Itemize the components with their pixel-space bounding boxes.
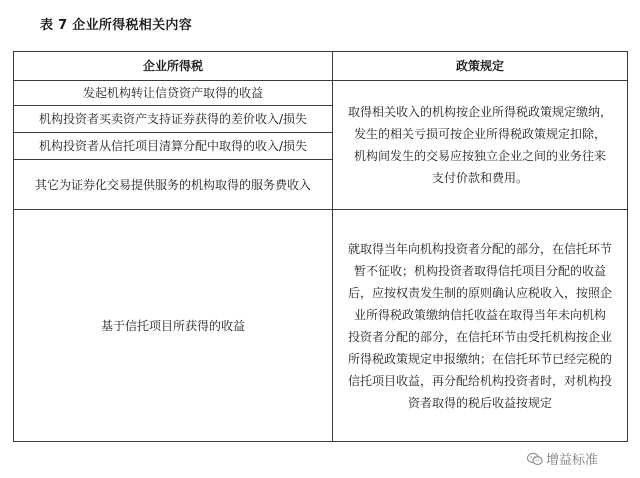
policy-line: 取得相关收入的机构按企业所得税政策规定缴纳，: [347, 105, 612, 119]
policy-cell-trust: [333, 210, 628, 442]
policy-line: 支付价款和费用。: [431, 171, 528, 185]
tax-item-cell: 基于信托项目所获得的收益: [14, 210, 333, 442]
tax-item-cell: 机构投资者买卖资产支持证券获得的差价收入/损失: [14, 106, 333, 133]
tax-item-cell: 机构投资者从信托项目清算分配中取得的收入/损失: [14, 133, 333, 160]
header-policy: 政策规定: [333, 52, 628, 81]
policy-cell-general: [333, 81, 628, 210]
wechat-icon: [527, 452, 543, 466]
watermark-text: 增益标准: [546, 453, 599, 468]
policy-line: 业所得税政策缴纳信托收益在取得当年未向机构: [353, 307, 606, 322]
policy-line: 信托项目收益，再分配给机构投资者时，对机构投: [347, 373, 612, 388]
table-row: [14, 81, 628, 106]
tax-table: [13, 51, 628, 442]
policy-line: 资者取得的税后收益按规定: [407, 395, 552, 410]
policy-line: 所得税政策规定申报缴纳；在信托环节已经完税的: [347, 351, 612, 366]
watermark: [527, 449, 598, 468]
table-row: [14, 210, 628, 442]
policy-line: 机构间发生的交易应按独立企业之间的业务往来: [353, 149, 606, 163]
tax-item-cell: 其它为证券化交易提供服务的机构取得的服务费收入: [14, 160, 333, 210]
table-header-row: [14, 52, 628, 81]
policy-line: 投资者分配的部分，在信托环节由受托机构按企业: [347, 329, 612, 344]
policy-line: 后，应按权责发生制的原则确认应税收入，按照企: [347, 285, 612, 300]
page-title: 表 7 企业所得税相关内容: [40, 18, 192, 33]
tax-item-cell: 发起机构转让信贷资产取得的收益: [14, 81, 333, 106]
policy-line: 发生的相关亏损可按企业所得税政策规定扣除，: [353, 127, 606, 141]
policy-line: 就取得当年向机构投资者分配的部分，在信托环节: [347, 241, 612, 256]
policy-line: 暂不征收；机构投资者取得信托项目分配的收益: [353, 263, 606, 278]
header-corporate-income-tax: 企业所得税: [14, 52, 333, 81]
